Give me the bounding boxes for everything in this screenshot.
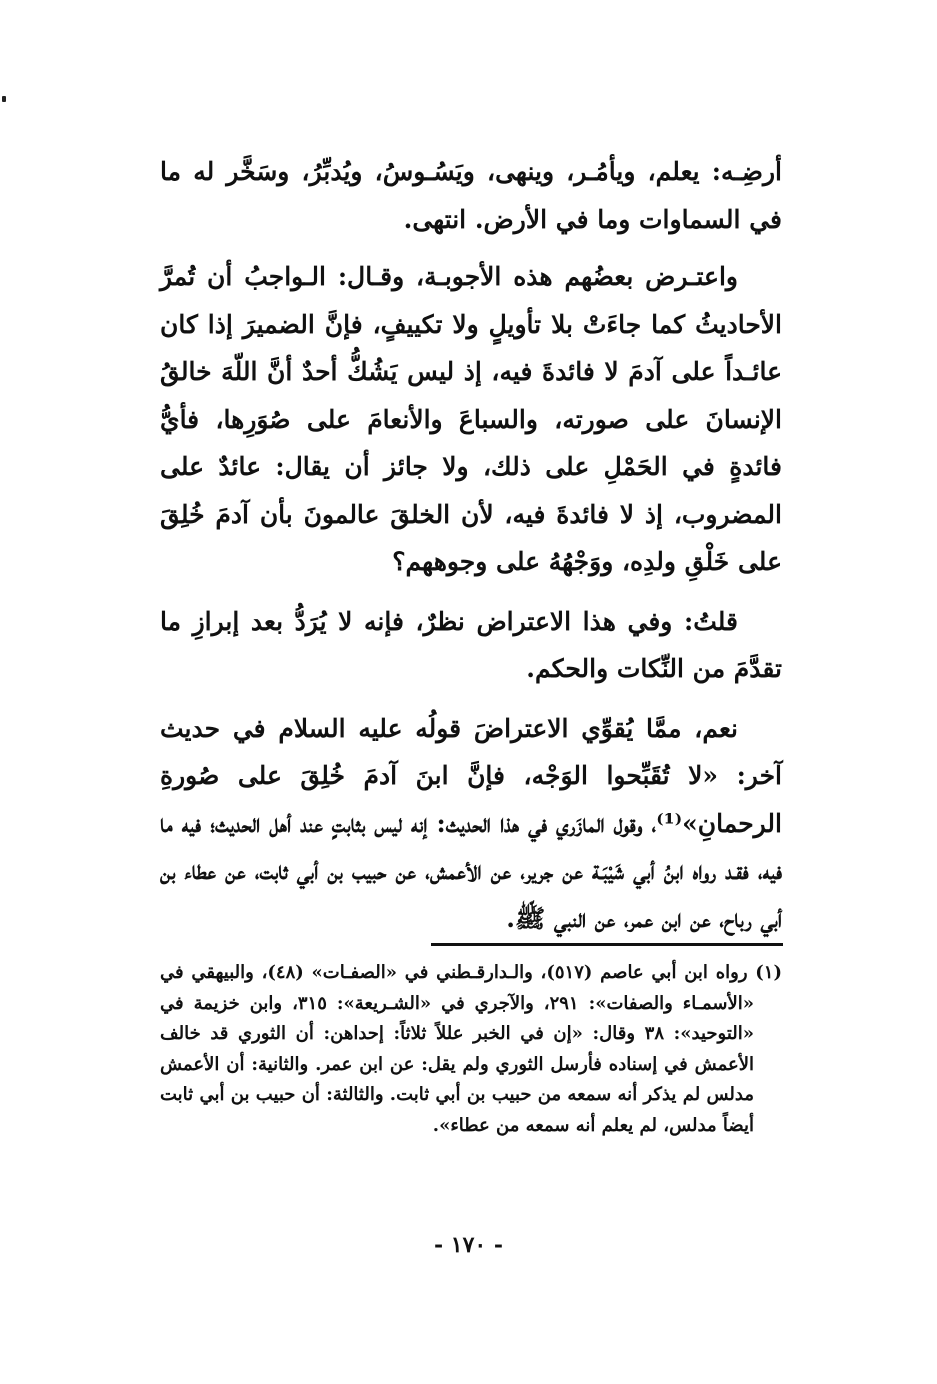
paragraph-1: أرضِـه: يعلم، ويأمُـر، وينهى، ويَسُـوسُ، ويُدبِّرُ، وسَخَّر له ما في السماوات وما في الأرض. انتهى. [160, 157, 782, 234]
paragraph-2: واعتـرض بعضُهم هذه الأجوبـة، وقـال: الـواجبُ أن تُمرَّ الأحاديثُ كما جاءَتْ بلا تأويلٍ ولا تكييفٍ، فإنَّ الضميرَ إذا كان عائـداً على آدمَ لا فائدةَ فيه، إذ ليس يَشُكُّ أحدٌ أنَّ اللّهَ خالقُ الإنسانَ على صورته، والسباعَ والأنعامَ على صُوَرِها، فأيُّ فائدةٍ في الحَمْلِ على ذلك، ولا جائز أن يقال: عائدٌ على المضروب، إذ لا فائدةَ فيه، لأن الخلقَ عالمونَ بأن آدمَ خُلِقَ على خَلْقِ ولدِه، ووَجْهُهُ على وجوههم؟ [160, 262, 782, 576]
main-text [160, 148, 782, 942]
paragraph-3: قلتُ: وفي هذا الاعتراض نظرٌ، فإنه لا يُرَدُّ بعد إبرازِ ما تقدَّمَ من النِّكات والحكم. [160, 606, 782, 683]
page-number: - ١٧٠ - [433, 1232, 504, 1258]
footnotes [160, 958, 782, 1141]
footnote-separator [431, 943, 783, 946]
footnote-1: (١) رواه ابن أبي عاصم (٥١٧)، والـدارقـطني في «الصفـات» (٤٨)، والبيهقي في «الأسمـاء والصفات»: ٢٩١، والآجري في «الشـريعة»: ٣١٥، وابن خزيمة في «التوحيد»: ٣٨ وقال: «إن في الخبر عللاً ثلاثاً: إحداهن: أن الثوري قد خالف الأعمش في إسناده فأرسل الثوري ولم يقل: عن ابن عمر. والثانية: أن الأعمش مدلس لم يذكر أنه سمعه من حبيب بن أبي ثابت. والثالثة: أن حبيب بن أبي ثابت أيضاً مدلس، لم يعلم أنه سمعه من عطاء». [160, 962, 782, 1136]
paragraph-4: نعم، ممَّا يُقوِّي الاعتراضَ قولُه عليه السلام في حديث آخر: «لا تُقَبِّحوا الوَجْه، فإنَّ ابنَ آدمَ خُلِقَ على صُورةِ الرحمانِ»⁽¹⁾، وقول المازَري في هذا الحديث: إنه ليس بثابتٍ عند أهل الحديث؛ فيه ما فيه، فقـد رواه ابنُ أبي شَيْبَـة عن جرير، عن الأعمش، عن حبيب بن أبي ثابت، عن عطاء بن أبي رباح، عن ابن عمر، عن النبي ﷺ. [160, 713, 782, 933]
scan-mark [2, 96, 6, 102]
